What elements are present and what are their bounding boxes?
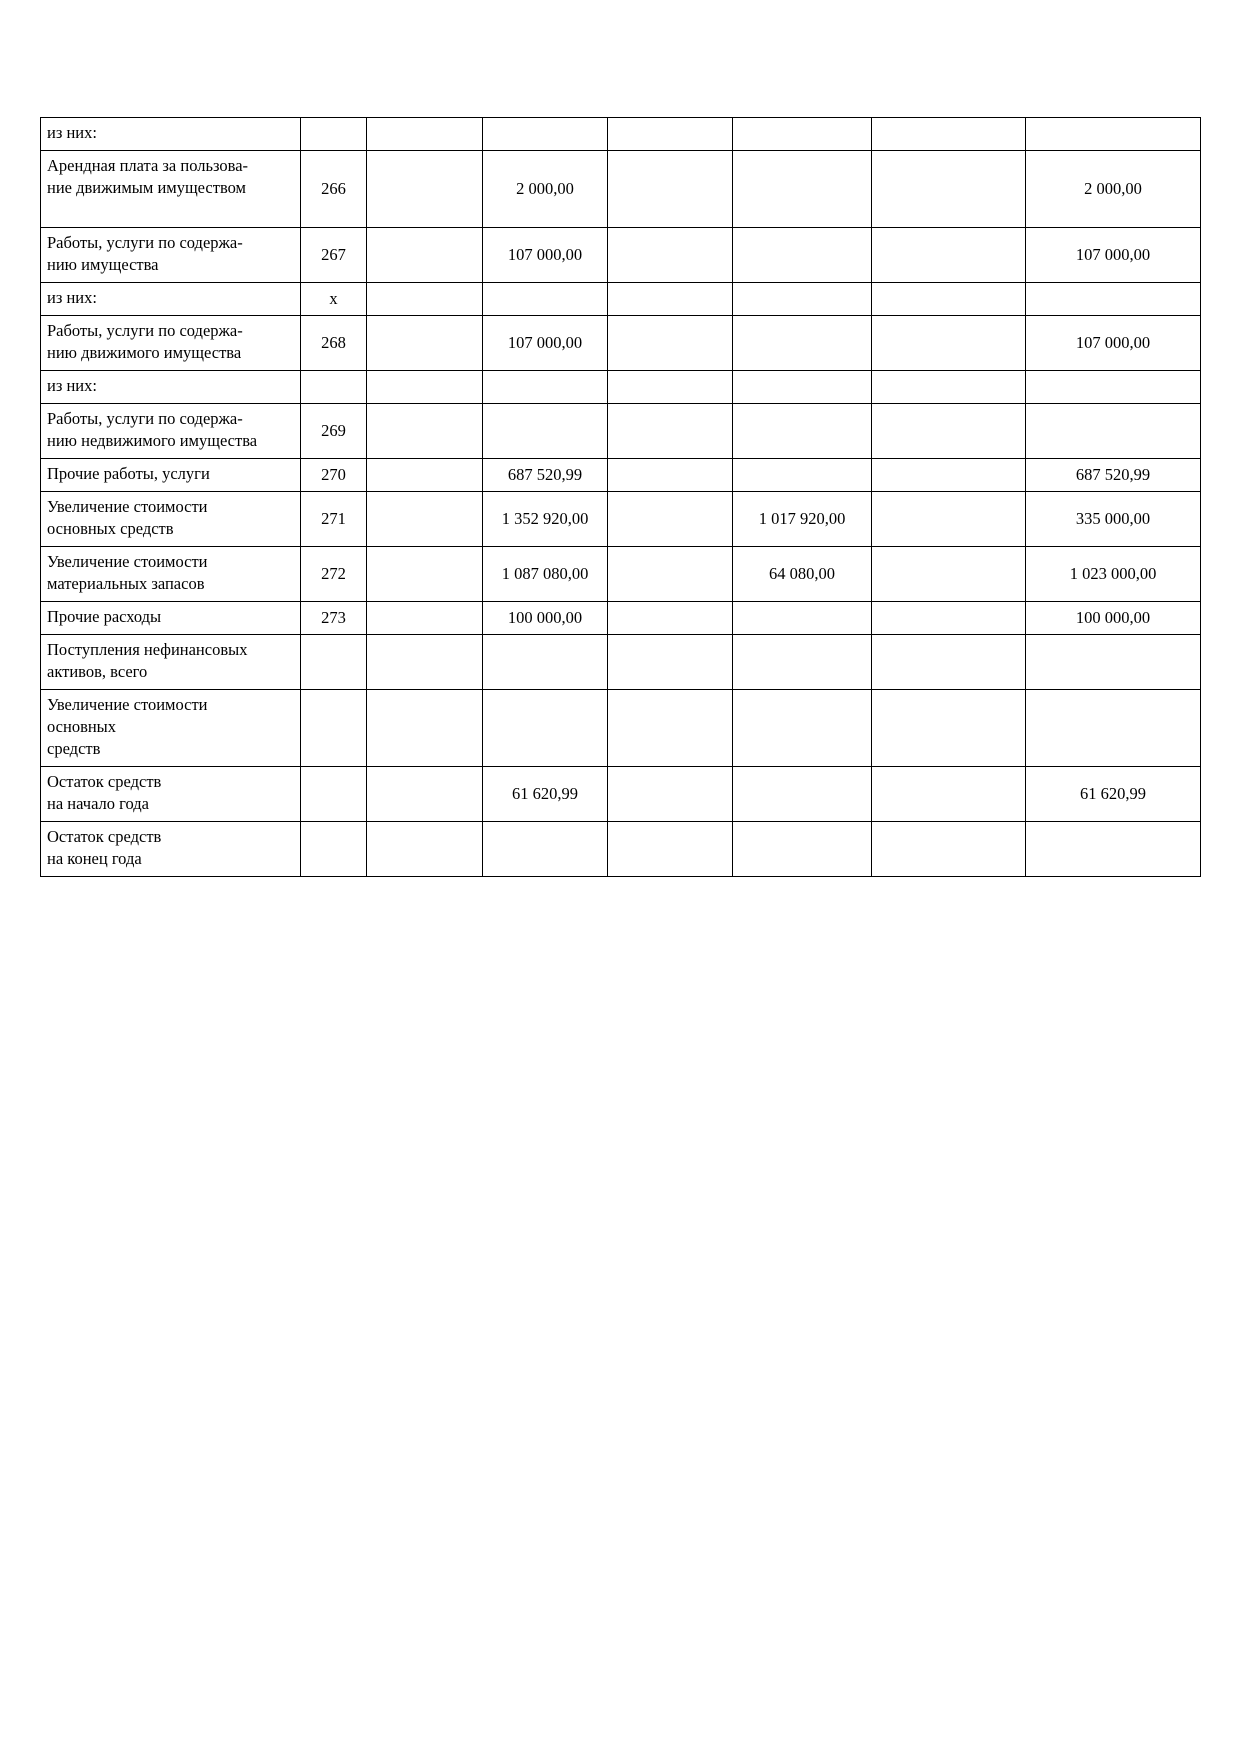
table-row	[41, 459, 1201, 492]
table-cell: 335 000,00	[1026, 492, 1201, 547]
row-label: Арендная плата за пользова- ние движимым имуществом	[41, 151, 301, 228]
table-cell	[367, 118, 483, 151]
table-row	[41, 404, 1201, 459]
table-cell	[872, 118, 1026, 151]
table-cell	[483, 118, 608, 151]
table-cell: 1 087 080,00	[483, 547, 608, 602]
table-cell	[608, 602, 733, 635]
table-cell	[608, 151, 733, 228]
row-label: из них:	[41, 118, 301, 151]
table-cell	[733, 371, 872, 404]
row-code: 266	[301, 151, 367, 228]
row-code	[301, 371, 367, 404]
row-label: Прочие работы, услуги	[41, 459, 301, 492]
table-row	[41, 690, 1201, 767]
row-code: 270	[301, 459, 367, 492]
table-cell: 687 520,99	[1026, 459, 1201, 492]
table-cell: 64 080,00	[733, 547, 872, 602]
table-cell: 107 000,00	[483, 316, 608, 371]
row-code	[301, 118, 367, 151]
table-cell	[608, 547, 733, 602]
table-cell	[872, 228, 1026, 283]
table-cell: 61 620,99	[1026, 767, 1201, 822]
table-cell	[483, 822, 608, 877]
table-cell	[608, 316, 733, 371]
table-cell	[872, 404, 1026, 459]
row-code: 273	[301, 602, 367, 635]
table-cell	[608, 492, 733, 547]
table-row	[41, 371, 1201, 404]
table-cell	[608, 283, 733, 316]
row-code	[301, 767, 367, 822]
row-label: Остаток средств на начало года	[41, 767, 301, 822]
table-cell	[872, 459, 1026, 492]
table-row	[41, 283, 1201, 316]
table-cell: 100 000,00	[1026, 602, 1201, 635]
table-cell	[1026, 690, 1201, 767]
table-cell	[733, 228, 872, 283]
table-cell	[733, 316, 872, 371]
table-cell	[733, 283, 872, 316]
table-cell	[733, 404, 872, 459]
table-cell: 1 017 920,00	[733, 492, 872, 547]
table-cell	[367, 602, 483, 635]
table-cell	[733, 459, 872, 492]
table-cell	[733, 690, 872, 767]
table-cell	[1026, 371, 1201, 404]
table-row	[41, 635, 1201, 690]
table-cell	[608, 404, 733, 459]
row-code	[301, 690, 367, 767]
table-cell	[608, 371, 733, 404]
row-label: Увеличение стоимости основных средств	[41, 690, 301, 767]
row-label: Увеличение стоимости материальных запасов	[41, 547, 301, 602]
table-row	[41, 228, 1201, 283]
table-cell: 107 000,00	[1026, 228, 1201, 283]
table-row	[41, 822, 1201, 877]
table-cell: 1 023 000,00	[1026, 547, 1201, 602]
table-cell	[872, 767, 1026, 822]
table-cell	[367, 459, 483, 492]
table-cell	[733, 822, 872, 877]
table-cell	[733, 602, 872, 635]
row-code: 269	[301, 404, 367, 459]
table-cell	[608, 459, 733, 492]
table-cell	[872, 283, 1026, 316]
table-cell	[608, 822, 733, 877]
row-label: Работы, услуги по содержа- нию движимого имущества	[41, 316, 301, 371]
table-cell	[367, 492, 483, 547]
table-cell	[608, 228, 733, 283]
table-row	[41, 492, 1201, 547]
table-cell	[367, 404, 483, 459]
table-cell	[367, 547, 483, 602]
table-cell: 2 000,00	[483, 151, 608, 228]
table-cell	[872, 371, 1026, 404]
row-label: Поступления нефинансовых активов, всего	[41, 635, 301, 690]
table-cell	[872, 316, 1026, 371]
table-cell	[483, 371, 608, 404]
table-row	[41, 547, 1201, 602]
row-label: Работы, услуги по содержа- нию имущества	[41, 228, 301, 283]
table-cell	[608, 767, 733, 822]
table-row	[41, 118, 1201, 151]
row-code: 268	[301, 316, 367, 371]
table-cell	[367, 822, 483, 877]
table-cell	[608, 118, 733, 151]
table-cell	[872, 547, 1026, 602]
table-cell	[1026, 822, 1201, 877]
table-cell	[608, 690, 733, 767]
table-cell	[483, 635, 608, 690]
table-cell: 1 352 920,00	[483, 492, 608, 547]
table-cell	[1026, 283, 1201, 316]
row-code: 272	[301, 547, 367, 602]
table-cell	[367, 151, 483, 228]
table-cell	[483, 690, 608, 767]
row-label: Остаток средств на конец года	[41, 822, 301, 877]
table-cell: 687 520,99	[483, 459, 608, 492]
row-code: 267	[301, 228, 367, 283]
table-cell	[367, 371, 483, 404]
table-cell	[872, 151, 1026, 228]
table-row	[41, 767, 1201, 822]
table-cell	[872, 602, 1026, 635]
table-cell	[1026, 635, 1201, 690]
row-label: Работы, услуги по содержа- нию недвижимого имущества	[41, 404, 301, 459]
table-cell	[367, 690, 483, 767]
table-cell	[367, 767, 483, 822]
row-label: из них:	[41, 371, 301, 404]
table-cell: 107 000,00	[483, 228, 608, 283]
row-code	[301, 822, 367, 877]
table-cell	[1026, 404, 1201, 459]
row-label: Прочие расходы	[41, 602, 301, 635]
table-cell	[483, 283, 608, 316]
table-row	[41, 602, 1201, 635]
row-code: 271	[301, 492, 367, 547]
table-cell	[367, 635, 483, 690]
row-label: Увеличение стоимости основных средств	[41, 492, 301, 547]
table-cell	[1026, 118, 1201, 151]
table-cell	[733, 118, 872, 151]
table-cell: 100 000,00	[483, 602, 608, 635]
row-label: из них:	[41, 283, 301, 316]
budget-table	[40, 117, 1201, 877]
table-row	[41, 151, 1201, 228]
table-cell	[367, 228, 483, 283]
table-cell	[872, 635, 1026, 690]
table-cell	[733, 635, 872, 690]
row-code	[301, 635, 367, 690]
table-cell	[733, 151, 872, 228]
table-cell: 61 620,99	[483, 767, 608, 822]
table-cell	[367, 283, 483, 316]
table-cell	[483, 404, 608, 459]
table-cell	[608, 635, 733, 690]
table-cell: 107 000,00	[1026, 316, 1201, 371]
table-row	[41, 316, 1201, 371]
table-cell	[872, 492, 1026, 547]
table-cell	[733, 767, 872, 822]
table-cell	[872, 690, 1026, 767]
table-cell: 2 000,00	[1026, 151, 1201, 228]
table-cell	[872, 822, 1026, 877]
table-cell	[367, 316, 483, 371]
row-code: х	[301, 283, 367, 316]
table-body	[41, 118, 1201, 877]
